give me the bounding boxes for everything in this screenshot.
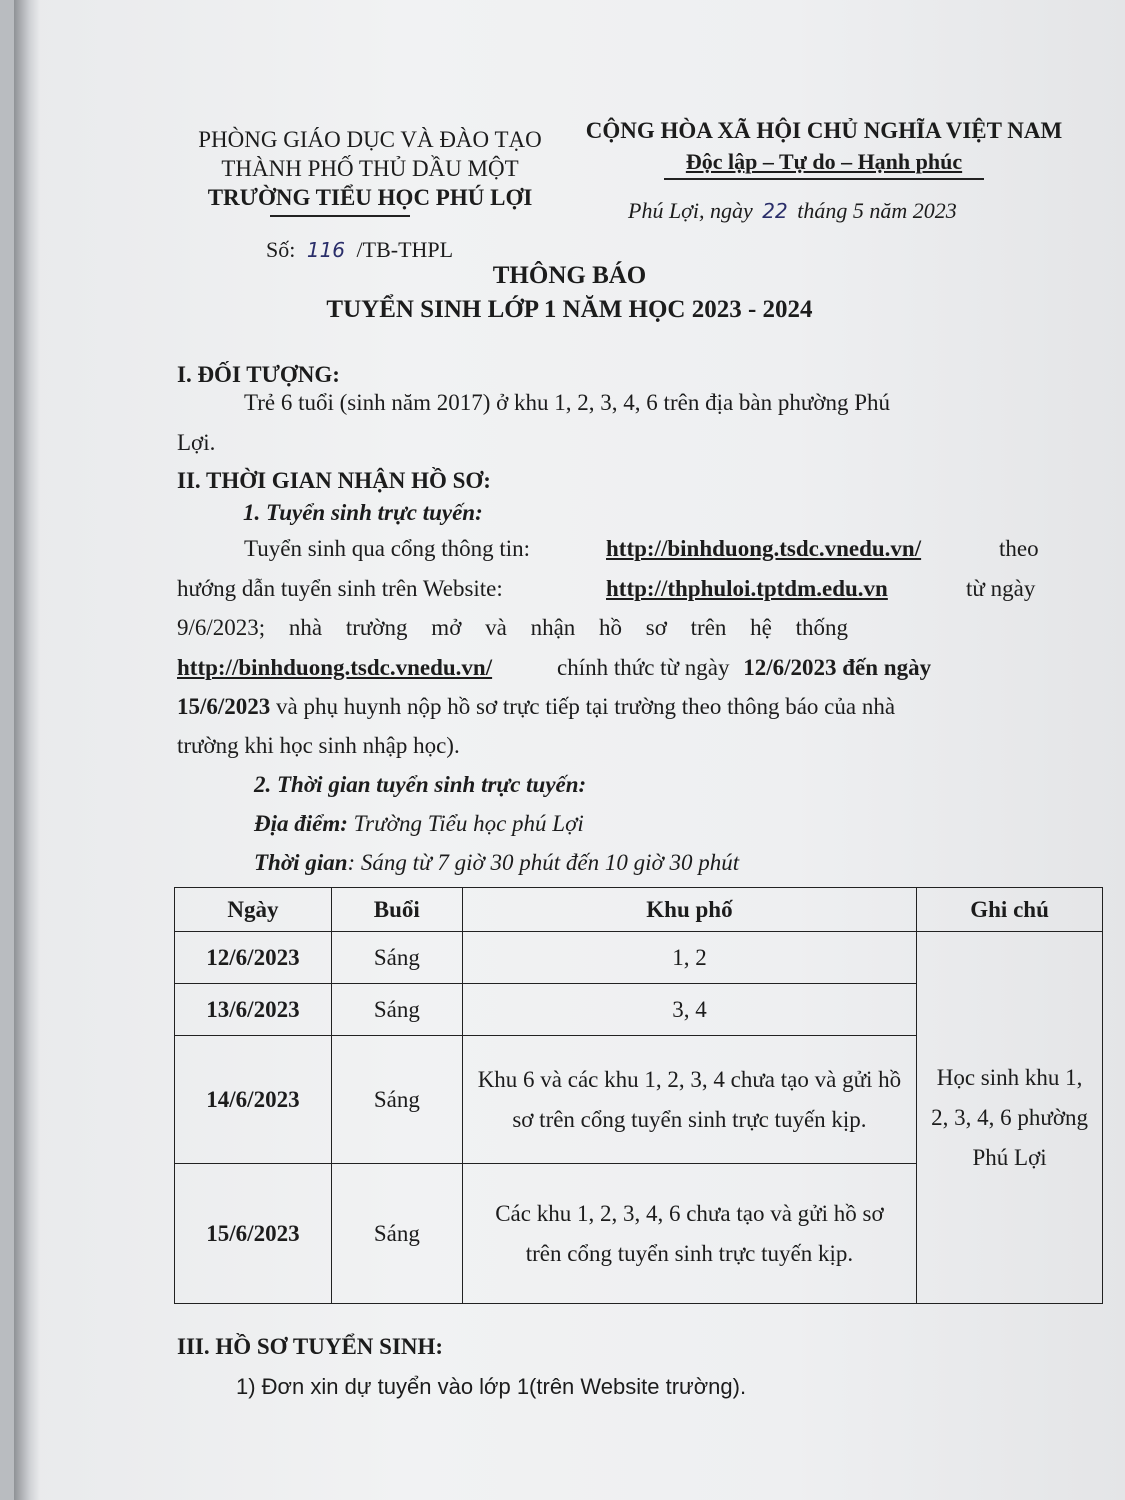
para-line3: 9/6/2023; nhà trường mở và nhận hồ sơ trên hệ thống: [177, 615, 848, 640]
header-note: Ghi chú: [917, 888, 1103, 932]
section3-heading: III. HỒ SƠ TUYỂN SINH:: [177, 1334, 444, 1359]
school-name: TRƯỜNG TIỂU HỌC PHÚ LỢI: [207, 185, 533, 210]
page-edge-shadow: [14, 0, 40, 1500]
row-date: 12/6/2023: [175, 932, 332, 984]
school-underline: [270, 215, 410, 217]
para-line5: 15/6/2023 và phụ huynh nộp hồ sơ trực tiếp tại trường theo thông báo của nhà: [177, 694, 896, 719]
portal-link-1[interactable]: http://binhduong.tsdc.vnedu.vn/: [606, 536, 922, 561]
section2-heading: II. THỜI GIAN NHẬN HỒ SƠ:: [177, 468, 491, 493]
row-note: Học sinh khu 1, 2, 3, 4, 6 phường Phú Lợi: [917, 932, 1103, 1304]
handwritten-number: 116: [306, 238, 346, 262]
header-date: Ngày: [175, 888, 332, 932]
row-session: Sáng: [331, 932, 462, 984]
row-area: 3, 4: [462, 984, 916, 1036]
handwritten-day: 22: [762, 199, 788, 223]
para-line6: trường khi học sinh nhập học).: [177, 733, 460, 758]
header-area: Khu phố: [462, 888, 916, 932]
document-subtitle: TUYỂN SINH LỚP 1 NĂM HỌC 2023 - 2024: [326, 296, 813, 323]
para-line4: chính thức từ ngày 12/6/2023 đến ngày: [557, 655, 932, 680]
para-line1: Tuyển sinh qua cổng thông tin:: [244, 536, 531, 561]
location-line: Địa điểm: Trường Tiểu học phú Lợi: [254, 811, 584, 836]
row-date: 14/6/2023: [175, 1036, 332, 1164]
national-title: CỘNG HÒA XÃ HỘI CHỦ NGHĨA VIỆT NAM: [585, 118, 1063, 143]
document-number: Số: 116 /TB-THPL: [266, 237, 454, 262]
time-line: Thời gian: Sáng từ 7 giờ 30 phút đến 10 giờ 30 phút: [254, 850, 740, 875]
header-session: Buổi: [331, 888, 462, 932]
portal-link-2[interactable]: http://binhduong.tsdc.vnedu.vn/: [177, 655, 493, 680]
section1-text-line2: Lợi.: [177, 430, 216, 455]
website-link[interactable]: http://thphuloi.tptdm.edu.vn: [606, 576, 888, 601]
document-title: THÔNG BÁO: [492, 262, 647, 289]
row-date: 13/6/2023: [175, 984, 332, 1036]
header-left-line1: PHÒNG GIÁO DỤC VÀ ĐÀO TẠO: [198, 127, 542, 152]
header-left-line2: THÀNH PHỐ THỦ DẦU MỘT: [221, 156, 519, 181]
table-header-row: [175, 888, 1103, 932]
national-motto: Độc lập – Tự do – Hạnh phúc: [685, 149, 963, 174]
row-area: Khu 6 và các khu 1, 2, 3, 4 chưa tạo và gửi hồ sơ trên cổng tuyển sinh trực tuyến kịp.: [462, 1036, 916, 1164]
section1-heading: I. ĐỐI TƯỢNG:: [177, 362, 340, 387]
motto-underline: [664, 178, 984, 180]
table-row: [175, 932, 1103, 984]
para-line2-end: từ ngày: [966, 576, 1036, 601]
row-area: Các khu 1, 2, 3, 4, 6 chưa tạo và gửi hồ sơ trên cổng tuyển sinh trực tuyến kịp.: [462, 1164, 916, 1304]
para-line1-end: theo: [999, 536, 1039, 561]
schedule-table: [174, 887, 1103, 1304]
section1-text-line1: Trẻ 6 tuổi (sinh năm 2017) ở khu 1, 2, 3, 4, 6 trên địa bàn phường Phú: [244, 390, 891, 415]
document-page: [14, 0, 1125, 1500]
section3-item1: 1) Đơn xin dự tuyển vào lớp 1(trên Website trường).: [236, 1374, 747, 1399]
row-session: Sáng: [331, 984, 462, 1036]
section2-sub2: 2. Thời gian tuyển sinh trực tuyến:: [254, 772, 587, 797]
row-area: 1, 2: [462, 932, 916, 984]
section2-sub1: 1. Tuyển sinh trực tuyến:: [243, 500, 483, 525]
row-session: Sáng: [331, 1164, 462, 1304]
row-date: 15/6/2023: [175, 1164, 332, 1304]
document-date: Phú Lợi, ngày 22 tháng 5 năm 2023: [628, 198, 957, 223]
para-line2: hướng dẫn tuyển sinh trên Website:: [177, 576, 503, 601]
row-session: Sáng: [331, 1036, 462, 1164]
